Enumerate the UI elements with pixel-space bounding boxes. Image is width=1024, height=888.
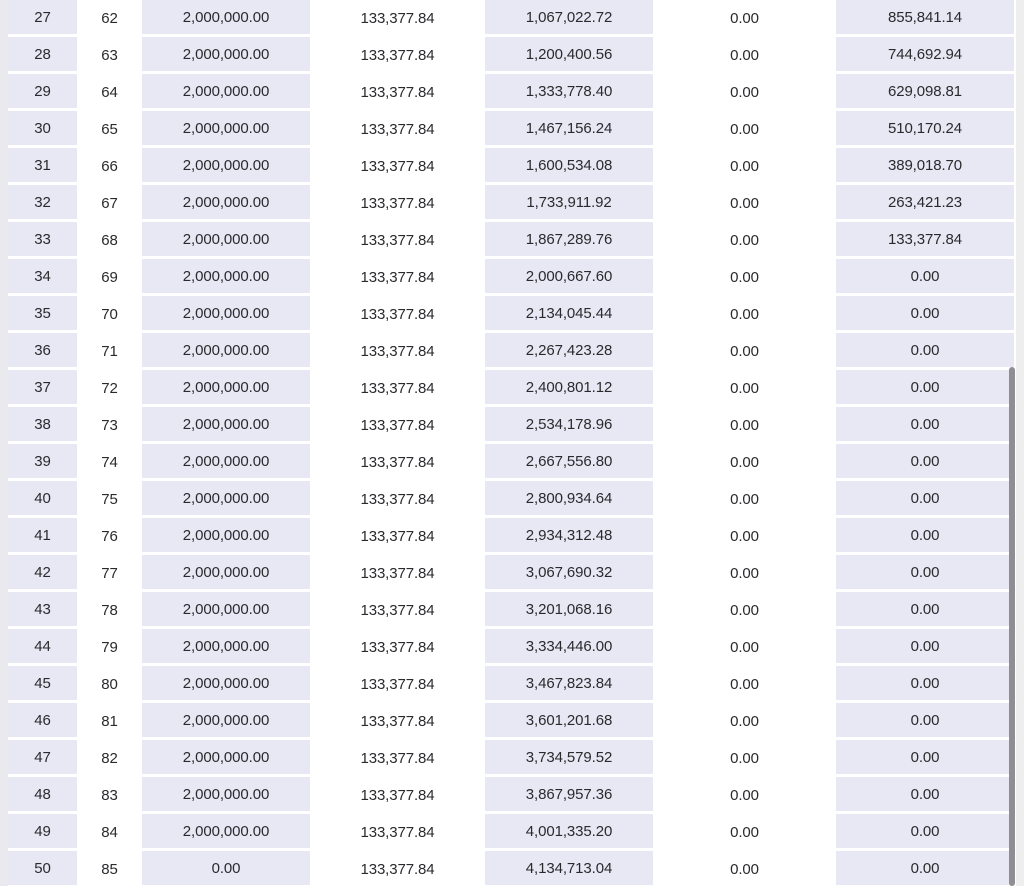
cell-col-7-value: 629,098.81 <box>836 74 1014 111</box>
cell-col-6-value: 0.00 <box>653 814 836 851</box>
cell-age: 70 <box>77 296 142 333</box>
cell-col-5-value: 3,867,957.36 <box>485 777 653 814</box>
cell-col-6-value: 0.00 <box>653 851 836 888</box>
cell-col-4-value: 133,377.84 <box>310 518 485 555</box>
cell-period-no: 30 <box>8 111 77 148</box>
cell-age: 81 <box>77 703 142 740</box>
table-row <box>8 222 1014 259</box>
cell-col-4-value: 133,377.84 <box>310 185 485 222</box>
cell-col-6-value: 0.00 <box>653 518 836 555</box>
cell-col-7-value: 0.00 <box>836 333 1014 370</box>
table-row <box>8 666 1014 703</box>
cell-col-3-value: 2,000,000.00 <box>142 518 310 555</box>
cell-col-4-value: 133,377.84 <box>310 74 485 111</box>
cell-col-7-value: 0.00 <box>836 407 1014 444</box>
table-row <box>8 111 1014 148</box>
cell-col-3-value: 2,000,000.00 <box>142 74 310 111</box>
cell-col-5-value: 4,134,713.04 <box>485 851 653 888</box>
vertical-scrollbar[interactable] <box>1009 367 1015 886</box>
cell-col-3-value: 2,000,000.00 <box>142 185 310 222</box>
cell-period-no: 38 <box>8 407 77 444</box>
cell-period-no: 47 <box>8 740 77 777</box>
cell-col-3-value: 2,000,000.00 <box>142 37 310 74</box>
cell-col-7-value: 0.00 <box>836 555 1014 592</box>
table-row <box>8 814 1014 851</box>
cell-age: 85 <box>77 851 142 888</box>
cell-period-no: 42 <box>8 555 77 592</box>
cell-col-7-value: 0.00 <box>836 370 1014 407</box>
cell-col-6-value: 0.00 <box>653 481 836 518</box>
cell-col-5-value: 2,400,801.12 <box>485 370 653 407</box>
table-row <box>8 740 1014 777</box>
cell-col-7-value: 744,692.94 <box>836 37 1014 74</box>
cell-col-5-value: 2,800,934.64 <box>485 481 653 518</box>
cell-period-no: 39 <box>8 444 77 481</box>
cell-age: 75 <box>77 481 142 518</box>
cell-col-4-value: 133,377.84 <box>310 296 485 333</box>
cell-col-6-value: 0.00 <box>653 0 836 37</box>
cell-period-no: 27 <box>8 0 77 37</box>
table-row <box>8 74 1014 111</box>
cell-col-5-value: 1,067,022.72 <box>485 0 653 37</box>
table-row <box>8 333 1014 370</box>
cell-col-6-value: 0.00 <box>653 444 836 481</box>
cell-period-no: 50 <box>8 851 77 888</box>
left-edge <box>0 0 8 886</box>
cell-col-7-value: 0.00 <box>836 296 1014 333</box>
cell-age: 76 <box>77 518 142 555</box>
cell-age: 74 <box>77 444 142 481</box>
cell-col-4-value: 133,377.84 <box>310 740 485 777</box>
cell-col-6-value: 0.00 <box>653 555 836 592</box>
cell-age: 65 <box>77 111 142 148</box>
cell-col-5-value: 3,734,579.52 <box>485 740 653 777</box>
table-row <box>8 444 1014 481</box>
cell-col-7-value: 510,170.24 <box>836 111 1014 148</box>
cell-col-3-value: 2,000,000.00 <box>142 629 310 666</box>
cell-col-5-value: 1,200,400.56 <box>485 37 653 74</box>
cell-col-7-value: 0.00 <box>836 740 1014 777</box>
cell-col-6-value: 0.00 <box>653 370 836 407</box>
cell-col-7-value: 0.00 <box>836 703 1014 740</box>
cell-period-no: 43 <box>8 592 77 629</box>
cell-col-7-value: 0.00 <box>836 518 1014 555</box>
cell-col-6-value: 0.00 <box>653 222 836 259</box>
cell-col-4-value: 133,377.84 <box>310 37 485 74</box>
cell-period-no: 49 <box>8 814 77 851</box>
table-row <box>8 518 1014 555</box>
cell-col-4-value: 133,377.84 <box>310 703 485 740</box>
cell-col-4-value: 133,377.84 <box>310 592 485 629</box>
amortization-table <box>8 0 1014 888</box>
cell-age: 71 <box>77 333 142 370</box>
cell-period-no: 37 <box>8 370 77 407</box>
cell-col-6-value: 0.00 <box>653 111 836 148</box>
table-row <box>8 148 1014 185</box>
cell-col-6-value: 0.00 <box>653 333 836 370</box>
cell-col-4-value: 133,377.84 <box>310 0 485 37</box>
cell-col-7-value: 0.00 <box>836 592 1014 629</box>
cell-age: 67 <box>77 185 142 222</box>
cell-col-3-value: 2,000,000.00 <box>142 666 310 703</box>
cell-col-7-value: 133,377.84 <box>836 222 1014 259</box>
cell-age: 63 <box>77 37 142 74</box>
cell-period-no: 45 <box>8 666 77 703</box>
cell-col-3-value: 2,000,000.00 <box>142 814 310 851</box>
cell-col-4-value: 133,377.84 <box>310 666 485 703</box>
table-row <box>8 37 1014 74</box>
cell-col-3-value: 2,000,000.00 <box>142 703 310 740</box>
cell-col-6-value: 0.00 <box>653 666 836 703</box>
cell-col-4-value: 133,377.84 <box>310 259 485 296</box>
table-row <box>8 370 1014 407</box>
cell-period-no: 35 <box>8 296 77 333</box>
cell-col-6-value: 0.00 <box>653 259 836 296</box>
cell-col-4-value: 133,377.84 <box>310 777 485 814</box>
cell-period-no: 32 <box>8 185 77 222</box>
cell-col-7-value: 0.00 <box>836 444 1014 481</box>
cell-col-6-value: 0.00 <box>653 148 836 185</box>
cell-col-5-value: 2,667,556.80 <box>485 444 653 481</box>
cell-col-6-value: 0.00 <box>653 777 836 814</box>
cell-col-6-value: 0.00 <box>653 703 836 740</box>
table-row <box>8 0 1014 37</box>
cell-col-4-value: 133,377.84 <box>310 111 485 148</box>
cell-col-3-value: 2,000,000.00 <box>142 444 310 481</box>
cell-col-5-value: 1,333,778.40 <box>485 74 653 111</box>
cell-age: 79 <box>77 629 142 666</box>
cell-period-no: 40 <box>8 481 77 518</box>
cell-age: 73 <box>77 407 142 444</box>
cell-col-5-value: 3,067,690.32 <box>485 555 653 592</box>
cell-age: 64 <box>77 74 142 111</box>
cell-col-6-value: 0.00 <box>653 185 836 222</box>
cell-age: 72 <box>77 370 142 407</box>
cell-col-4-value: 133,377.84 <box>310 370 485 407</box>
cell-col-3-value: 2,000,000.00 <box>142 0 310 37</box>
cell-col-5-value: 2,267,423.28 <box>485 333 653 370</box>
cell-col-4-value: 133,377.84 <box>310 814 485 851</box>
table-row <box>8 259 1014 296</box>
cell-age: 82 <box>77 740 142 777</box>
cell-age: 83 <box>77 777 142 814</box>
cell-col-5-value: 2,134,045.44 <box>485 296 653 333</box>
table-row <box>8 703 1014 740</box>
cell-col-5-value: 1,600,534.08 <box>485 148 653 185</box>
cell-period-no: 34 <box>8 259 77 296</box>
cell-col-3-value: 2,000,000.00 <box>142 407 310 444</box>
cell-col-3-value: 2,000,000.00 <box>142 740 310 777</box>
cell-col-7-value: 0.00 <box>836 481 1014 518</box>
cell-col-5-value: 3,467,823.84 <box>485 666 653 703</box>
cell-col-3-value: 2,000,000.00 <box>142 296 310 333</box>
table-row <box>8 592 1014 629</box>
cell-col-3-value: 2,000,000.00 <box>142 222 310 259</box>
cell-period-no: 36 <box>8 333 77 370</box>
cell-col-5-value: 1,733,911.92 <box>485 185 653 222</box>
cell-col-6-value: 0.00 <box>653 740 836 777</box>
cell-col-3-value: 2,000,000.00 <box>142 370 310 407</box>
table-row <box>8 481 1014 518</box>
cell-period-no: 31 <box>8 148 77 185</box>
cell-age: 69 <box>77 259 142 296</box>
cell-col-3-value: 2,000,000.00 <box>142 555 310 592</box>
cell-col-4-value: 133,377.84 <box>310 555 485 592</box>
cell-col-5-value: 3,601,201.68 <box>485 703 653 740</box>
cell-col-4-value: 133,377.84 <box>310 333 485 370</box>
cell-col-3-value: 2,000,000.00 <box>142 333 310 370</box>
cell-col-6-value: 0.00 <box>653 37 836 74</box>
cell-col-5-value: 2,000,667.60 <box>485 259 653 296</box>
table-row <box>8 296 1014 333</box>
cell-col-3-value: 2,000,000.00 <box>142 481 310 518</box>
cell-col-7-value: 0.00 <box>836 814 1014 851</box>
cell-col-7-value: 263,421.23 <box>836 185 1014 222</box>
cell-col-3-value: 2,000,000.00 <box>142 148 310 185</box>
cell-col-4-value: 133,377.84 <box>310 481 485 518</box>
cell-col-4-value: 133,377.84 <box>310 222 485 259</box>
cell-col-3-value: 2,000,000.00 <box>142 259 310 296</box>
cell-age: 80 <box>77 666 142 703</box>
cell-col-3-value: 2,000,000.00 <box>142 111 310 148</box>
cell-age: 78 <box>77 592 142 629</box>
table-row <box>8 555 1014 592</box>
table-row <box>8 407 1014 444</box>
table-row <box>8 777 1014 814</box>
cell-col-5-value: 1,467,156.24 <box>485 111 653 148</box>
cell-col-7-value: 855,841.14 <box>836 0 1014 37</box>
cell-col-7-value: 389,018.70 <box>836 148 1014 185</box>
cell-col-6-value: 0.00 <box>653 407 836 444</box>
cell-period-no: 29 <box>8 74 77 111</box>
table-row <box>8 629 1014 666</box>
cell-col-4-value: 133,377.84 <box>310 851 485 888</box>
cell-age: 66 <box>77 148 142 185</box>
table-row <box>8 851 1014 888</box>
cell-col-7-value: 0.00 <box>836 666 1014 703</box>
cell-col-5-value: 3,201,068.16 <box>485 592 653 629</box>
cell-age: 68 <box>77 222 142 259</box>
cell-col-4-value: 133,377.84 <box>310 629 485 666</box>
cell-col-4-value: 133,377.84 <box>310 444 485 481</box>
right-edge <box>1016 0 1024 886</box>
cell-age: 77 <box>77 555 142 592</box>
cell-col-7-value: 0.00 <box>836 259 1014 296</box>
cell-period-no: 33 <box>8 222 77 259</box>
cell-age: 84 <box>77 814 142 851</box>
cell-col-6-value: 0.00 <box>653 74 836 111</box>
cell-age: 62 <box>77 0 142 37</box>
cell-period-no: 48 <box>8 777 77 814</box>
cell-col-6-value: 0.00 <box>653 592 836 629</box>
cell-col-3-value: 2,000,000.00 <box>142 592 310 629</box>
cell-col-4-value: 133,377.84 <box>310 148 485 185</box>
cell-col-6-value: 0.00 <box>653 629 836 666</box>
cell-col-5-value: 1,867,289.76 <box>485 222 653 259</box>
cell-col-3-value: 2,000,000.00 <box>142 777 310 814</box>
cell-col-5-value: 4,001,335.20 <box>485 814 653 851</box>
cell-col-7-value: 0.00 <box>836 777 1014 814</box>
cell-period-no: 46 <box>8 703 77 740</box>
cell-col-3-value: 0.00 <box>142 851 310 888</box>
cell-col-5-value: 3,334,446.00 <box>485 629 653 666</box>
cell-col-4-value: 133,377.84 <box>310 407 485 444</box>
cell-col-5-value: 2,534,178.96 <box>485 407 653 444</box>
cell-col-7-value: 0.00 <box>836 851 1014 888</box>
cell-period-no: 28 <box>8 37 77 74</box>
table-row <box>8 185 1014 222</box>
cell-col-6-value: 0.00 <box>653 296 836 333</box>
cell-period-no: 44 <box>8 629 77 666</box>
cell-period-no: 41 <box>8 518 77 555</box>
cell-col-7-value: 0.00 <box>836 629 1014 666</box>
cell-col-5-value: 2,934,312.48 <box>485 518 653 555</box>
